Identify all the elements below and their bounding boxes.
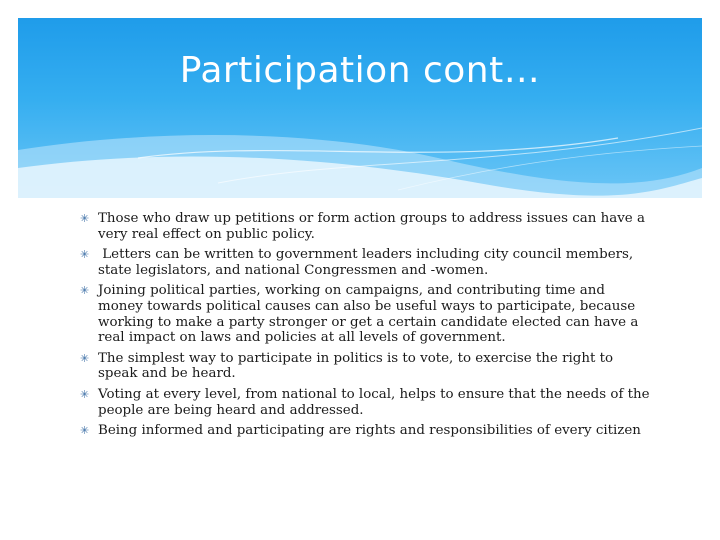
bullet-list — [82, 211, 652, 444]
title-banner — [18, 18, 702, 198]
bullet-text: Those who draw up petitions or form action groups to address issues can have a very real effect on public policy. — [98, 211, 645, 242]
slide-title: Participation cont… — [179, 50, 541, 91]
list-item — [82, 247, 652, 278]
list-item — [82, 423, 652, 439]
asterisk-icon: ✳ — [80, 351, 90, 365]
list-item — [82, 283, 652, 345]
list-item — [82, 351, 652, 382]
asterisk-icon: ✳ — [80, 212, 90, 225]
bullet-text: Joining political parties, working on campaigns, and contributing time and money towards political causes can also be useful ways to participate, because working to make a party stronger or get a certain candidate elected can have a real impact on laws and policies at all levels of government. — [98, 283, 639, 346]
bullet-text: Being informed and participating are rights and responsibilities of every citizen — [98, 423, 641, 439]
bullet-text: The simplest way to participate in politics is to vote, to exercise the right to speak and be heard. — [98, 350, 614, 382]
asterisk-icon: ✳ — [80, 424, 90, 438]
bullet-text: Letters can be written to government leaders including city council members, state legislators, and national Congressmen and -women. — [98, 247, 638, 278]
asterisk-icon: ✳ — [80, 387, 90, 401]
wave-decoration — [18, 18, 702, 198]
asterisk-icon: ✳ — [80, 248, 90, 262]
list-item — [82, 211, 652, 242]
list-item — [82, 387, 652, 418]
bullet-text: Voting at every level, from national to local, helps to ensure that the needs of the people are being heard and addressed. — [98, 386, 650, 418]
asterisk-icon: ✳ — [80, 284, 90, 298]
